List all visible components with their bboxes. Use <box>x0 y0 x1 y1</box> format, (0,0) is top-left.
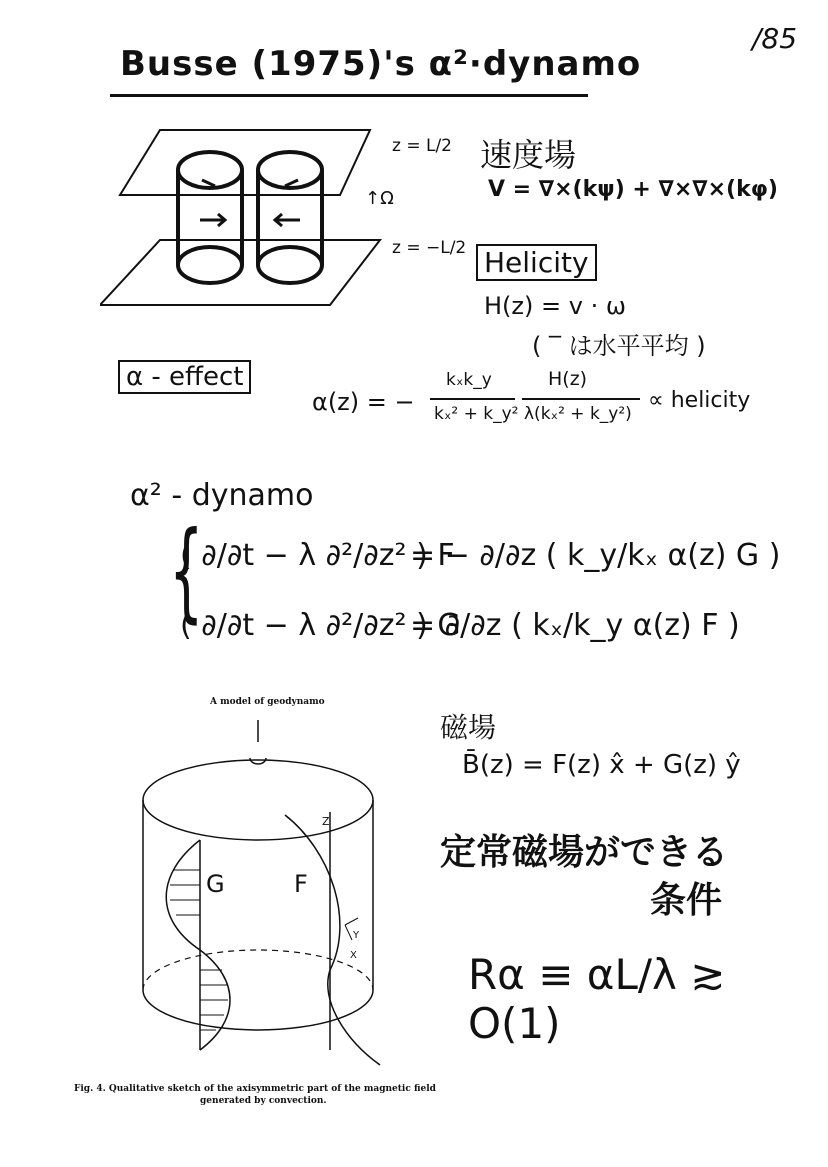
z-top-label: z = L/2 <box>392 136 452 156</box>
page-title: Busse (1975)'s α²·dynamo <box>120 44 642 84</box>
dynamo-heading: α² - dynamo <box>130 478 314 513</box>
dynamo-eq2-rhs: = ∂/∂z ( kₓ/k_y α(z) F ) <box>410 608 740 643</box>
alpha-helicity-tail: ∝ helicity <box>648 388 751 413</box>
condition-line1: 定常磁場ができる <box>440 832 729 873</box>
velocity-equation: V = ∇×(kψ) + ∇×∇×(kφ) <box>488 177 778 202</box>
y-axis-label: Y <box>353 930 360 941</box>
omega-label: ↑Ω <box>365 188 394 209</box>
alpha-frac2-num: H(z) <box>548 368 588 390</box>
dynamo-eq2-lhs: ( ∂/∂t − λ ∂²/∂z² ) G <box>180 608 461 643</box>
convection-roll-diagram <box>100 120 400 320</box>
condition-line2: 条件 <box>650 880 723 921</box>
page-number: /85 <box>752 22 798 55</box>
alpha-lhs: α(z) = − <box>312 388 415 416</box>
alpha-frac1-bar <box>430 398 515 400</box>
figure-caption-line2: generated by convection. <box>200 1096 327 1106</box>
title-underline <box>110 94 588 97</box>
alpha-frac1-num: kₓk_y <box>446 370 492 390</box>
dynamo-eq1-lhs: ( ∂/∂t − λ ∂²/∂z² ) F <box>180 538 455 573</box>
alpha-frac2-bar <box>522 398 640 400</box>
f-label: F <box>294 870 308 898</box>
helicity-equation: H(z) = v · ω <box>484 292 626 320</box>
figure-caption-line1: Fig. 4. Qualitative sketch of the axisymmetric part of the magnetic field <box>74 1084 436 1094</box>
alpha-effect-label: α - effect <box>118 360 251 394</box>
z-axis-label: Z <box>322 815 330 828</box>
z-bottom-label: z = −L/2 <box>392 238 467 258</box>
alpha-frac1-den: kₓ² + k_y² <box>434 404 519 424</box>
rayleigh-condition-equation: Rα ≡ αL/λ ≳ O(1) <box>468 950 726 1048</box>
g-label: G <box>206 870 225 898</box>
dynamo-eq1-rhs: = − ∂/∂z ( k_y/kₓ α(z) G ) <box>410 538 781 573</box>
x-axis-label: X <box>350 950 357 961</box>
dynamo-brace: { <box>169 509 204 634</box>
magnetic-field-equation: B̄(z) = F(z) x̂ + G(z) ŷ <box>462 750 741 780</box>
geodynamo-title: A model of geodynamo <box>210 697 325 707</box>
geodynamo-cylinder-diagram <box>130 720 400 1080</box>
magnetic-field-heading: 磁場 <box>440 711 497 744</box>
helicity-heading: Helicity <box>476 244 597 281</box>
helicity-note: ( ‾ は水平平均 ) <box>532 332 706 360</box>
velocity-heading: 速度場 <box>480 136 577 174</box>
alpha-frac2-den: λ(kₓ² + k_y²) <box>524 404 632 424</box>
